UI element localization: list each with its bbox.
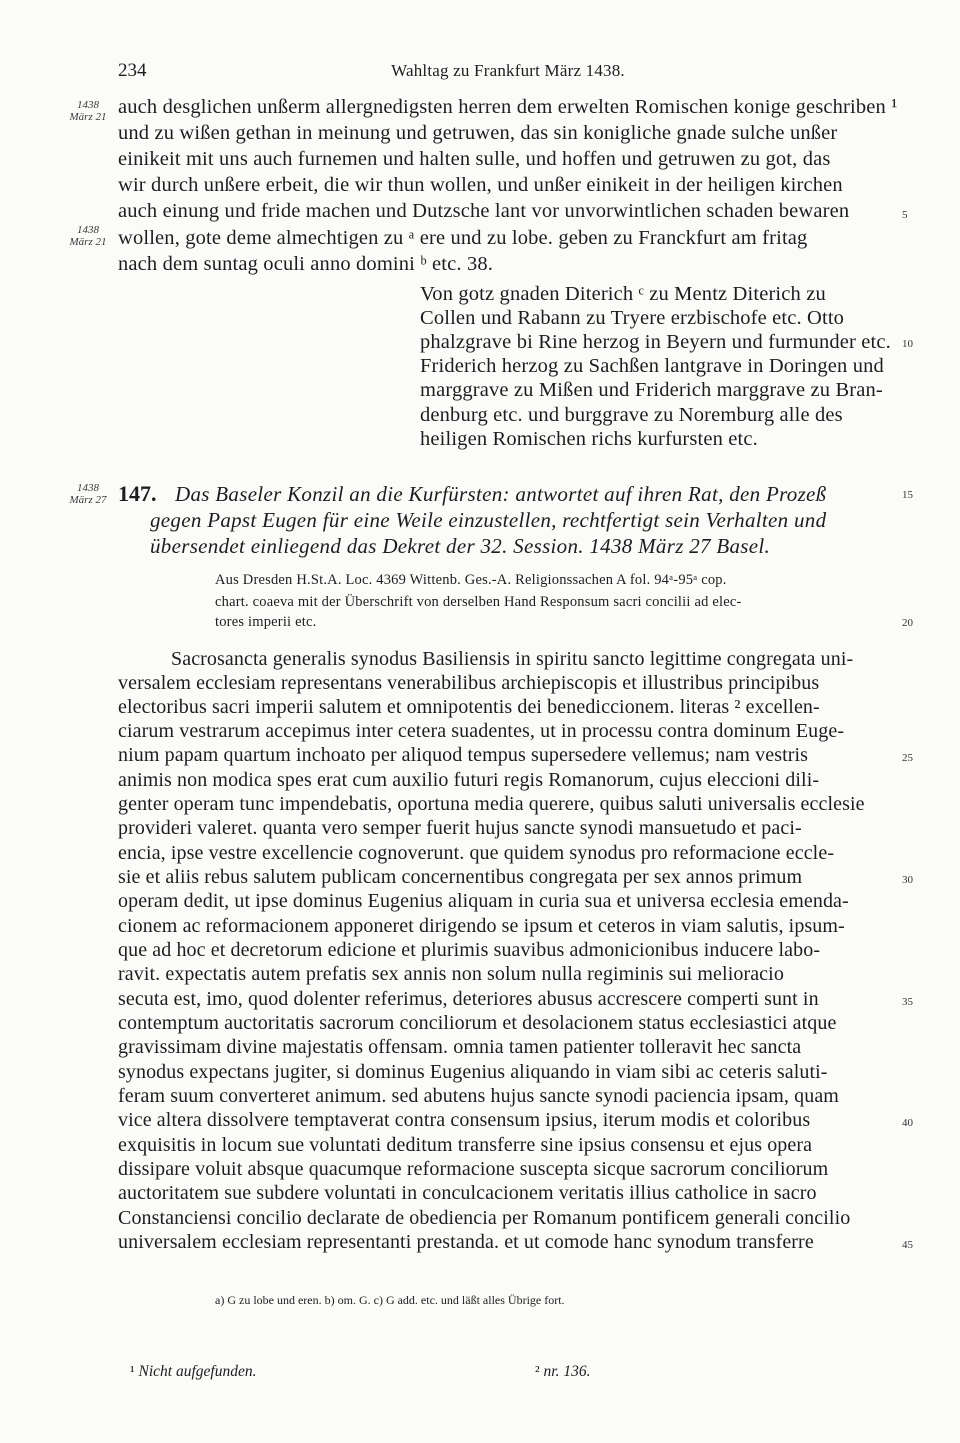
text-line: ciarum vestrarum accepimus inter cetera suadentes, ut in processu contra dominum Euge- — [118, 720, 845, 742]
text-line: auctoritatem sue subdere voluntati in conculcacionem veritatis illius catholice in sacro — [118, 1182, 817, 1204]
text-line: animis non modica spes erat cum auxilio futuri regis Romanorum, cujus eleccioni dili- — [118, 769, 820, 791]
text-line: operam dedit, ut ipse dominus Eugenius aliquam in curia sua et universa ecclesia emenda- — [118, 890, 849, 912]
footnote-text: nr. 136. — [543, 1363, 591, 1380]
regest-line: übersendet einliegend das Dekret der 32. Session. 1438 März 27 Basel. — [150, 534, 771, 558]
text-line: gravissimam divine majestatis offensam. omnia tamen patienter tolleravit hec sancta — [118, 1036, 802, 1058]
line-number: 5 — [902, 209, 908, 221]
line-number: 40 — [902, 1117, 913, 1129]
text-line: genter operam tunc impendebatis, oportuna media querere, quibus saluti universalis ecclesie — [118, 793, 865, 815]
signature-line: Friderich herzog zu Sachßen lantgrave in Doringen und — [420, 355, 884, 377]
signature-line: Von gotz gnaden Diterich ᶜ zu Mentz Diterich zu — [420, 283, 826, 305]
text-line: exquisitis in locum sue voluntati deditum transferre sine ipsius consensu et ejus opera — [118, 1134, 813, 1156]
text-line: wollen, gote deme almechtigen zu ᵃ ere und zu lobe. geben zu Franckfurt am fritag — [118, 227, 808, 249]
text-line: synodus expectans jugiter, si dominus Eugenius aliquando in viam sibi ac ceteris saluti- — [118, 1061, 828, 1083]
text-line: secuta est, imo, quod dolenter referimus, deteriores abusus accrescere comperti sunt in — [118, 988, 819, 1010]
line-number: 10 — [902, 338, 913, 350]
margin-date: 1438 März 21 — [69, 99, 107, 123]
regest-line: Das Baseler Konzil an die Kurfürsten: antwortet auf ihren Rat, den Prozeß — [175, 482, 827, 506]
signature-line: Collen und Rabann zu Tryere erzbischofe etc. Otto — [420, 307, 845, 329]
critical-apparatus: a) G zu lobe und eren. b) om. G. c) G add. etc. und läßt alles Übrige fort. — [215, 1293, 565, 1307]
source-line: tores imperii etc. — [215, 614, 317, 630]
signature-line: heiligen Romischen richs kurfursten etc. — [420, 428, 758, 450]
text-line: auch einung und fride machen und Dutzsche lant vor unvorwintlichen schaden bewaren — [118, 200, 850, 222]
footnote-mark: ² — [535, 1363, 540, 1380]
text-line: electoribus sacri imperii salutem et omnipotentis dei benediccionem. literas ² excellen- — [118, 696, 820, 718]
text-line: einikeit mit uns auch furnemen und halten sulle, und hoffen und getruwen zu got, das — [118, 148, 831, 170]
text-line: nach dem suntag oculi anno domini ᵇ etc. 38. — [118, 253, 494, 275]
text-line: encia, ipse vestre excellencie cognoverunt. que quidem synodus pro reformacione eccle- — [118, 842, 835, 864]
footnote — [535, 1363, 590, 1381]
text-line: feram suum converteret animum. sed abutens hujus sancte synodi paciencia ipsam, quam — [118, 1085, 839, 1107]
text-line: que ad hoc et decretorum edicione et plurimis suavibus admonicionibus inducere labo- — [118, 939, 821, 961]
margin-date: 1438 März 21 — [69, 224, 107, 248]
footnote-text: Nicht aufgefunden. — [138, 1363, 257, 1380]
margin-date: 1438 März 27 — [69, 482, 107, 506]
text-line: versalem ecclesiam representans venerabilibus archiepiscopis et illustribus principibus — [118, 672, 820, 694]
text-line: vice altera dissolvere temptaverat contra consensum ipsius, iterum modis et coloribus — [118, 1109, 811, 1131]
signature-line: denburg etc. und burggrave zu Noremburg alle des — [420, 404, 843, 426]
footnote-mark: ¹ — [130, 1363, 135, 1380]
source-line: chart. coaeva mit der Überschrift von derselben Hand Responsum sacri concilii ad elec- — [215, 594, 742, 610]
text-line: ravit. expectatis autem prefatis sex annis non solum nulla regiminis sui melioracio — [118, 963, 784, 985]
text-line: dissipare voluit absque quacumque reformacione suscepta sicque sacrorum conciliorum — [118, 1158, 829, 1180]
line-number: 45 — [902, 1239, 913, 1251]
text-line: contemptum auctoritatis sacrorum conciliorum et desolacionem status ecclesiastici atque — [118, 1012, 837, 1034]
line-number: 15 — [902, 489, 913, 501]
source-line: Aus Dresden H.St.A. Loc. 4369 Wittenb. Ges.-A. Religionssachen A fol. 94ᵃ-95ᵃ cop. — [215, 572, 727, 588]
line-number: 25 — [902, 752, 913, 764]
text-line: und zu wißen gethan in meinung und getruwen, das sin konigliche gnade sulche unßer — [118, 122, 838, 144]
footnote — [130, 1363, 256, 1381]
page-header — [118, 60, 898, 88]
signature-line: phalzgrave bi Rine herzog in Beyern und furmunder etc. — [420, 331, 891, 353]
line-number: 30 — [902, 874, 913, 886]
text-line: universalem ecclesiam representanti prestanda. et ut comode hanc synodum transferre — [118, 1231, 814, 1253]
page-number: 234 — [118, 60, 147, 81]
signature-line: marggrave zu Mißen und Friderich marggrave zu Bran- — [420, 379, 883, 401]
running-head: Wahltag zu Frankfurt März 1438. — [391, 61, 625, 80]
regest-line: gegen Papst Eugen für eine Weile einzustellen, rechtfertigt sein Verhalten und — [150, 508, 827, 532]
text-line: auch desglichen unßerm allergnedigsten herren dem erwelten Romischen konige geschriben ¹ — [118, 96, 898, 118]
text-line: sie et aliis rebus salutem publicam concernentibus congregata per sex annos primum — [118, 866, 803, 888]
document-number: 147. — [118, 481, 157, 506]
text-line: cionem ac reformacionem apponeret dirigendo se ipsum et ceteros in viam salutis, ipsum- — [118, 915, 845, 937]
line-number: 35 — [902, 996, 913, 1008]
line-number: 20 — [902, 617, 913, 629]
text-line: wir durch unßere erbeit, die wir thun wollen, und unßer einikeit in der heiligen kirchen — [118, 174, 843, 196]
text-line: Constanciensi concilio declarate de obediencia per Romanum pontificem generali concilio — [118, 1207, 851, 1229]
text-line: Sacrosancta generalis synodus Basiliensis in spiritu sancto legittime congregata uni- — [171, 648, 854, 670]
text-line: provideri valeret. quanta vero semper fuerit hujus sancte synodi mansuetudo et paci- — [118, 817, 802, 839]
text-line: nium papam quartum inchoato per aliquod tempus supersedere vellemus; nam vestris — [118, 744, 809, 766]
